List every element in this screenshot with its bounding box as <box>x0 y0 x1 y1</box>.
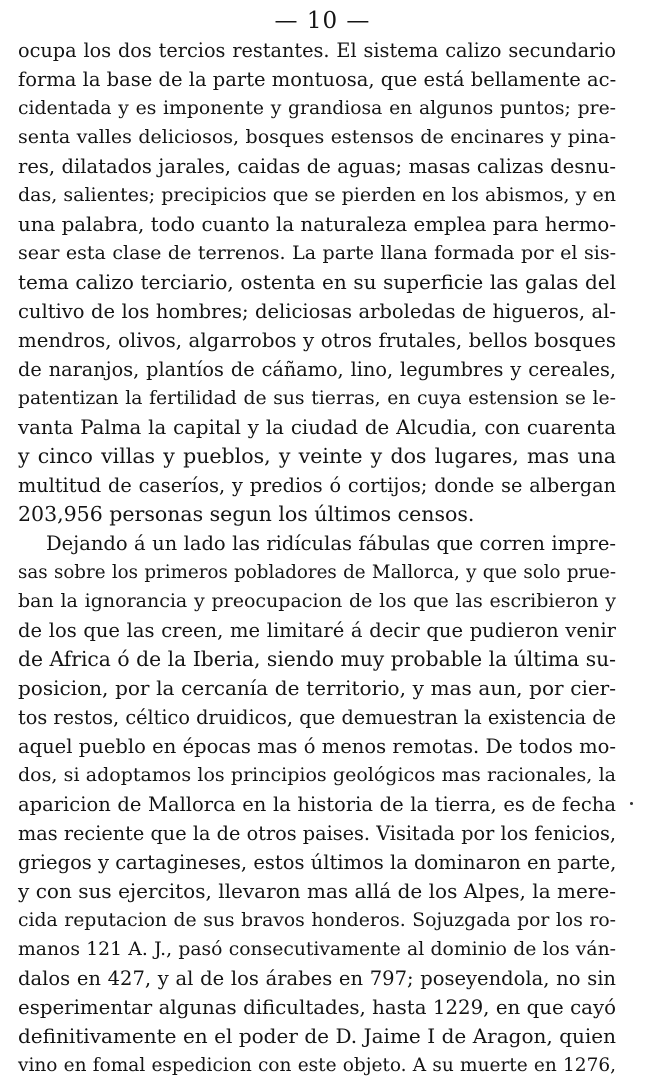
text-line: cida reputacion de sus bravos honderos. Sojuzgada por los ro- <box>18 910 616 931</box>
text-line: sas sobre los primeros pobladores de Mallorca, y que solo prue- <box>18 562 616 583</box>
text-line: esperimentar algunas dificultades, hasta 1229, en que cayó <box>18 996 616 1019</box>
text-line: patentizan la fertilidad de sus tierras, en cuya estension se le- <box>18 388 616 409</box>
text-line: posicion, por la cercanía de territorio, y mas aun, por cier- <box>18 676 616 700</box>
text-line: ban la ignorancia y preocupacion de los que las escribieron y <box>18 590 616 612</box>
text-line: res, dilatados jarales, caidas de aguas; masas calizas desnu- <box>18 155 616 178</box>
text-line: definitivamente en el poder de D. Jaime I de Aragon, quien <box>18 1024 616 1048</box>
paragraph <box>18 36 616 529</box>
text-line: vino en fomal espedicion con este objeto. A su muerte en 1276, <box>18 1055 616 1076</box>
text-line: de Africa ó de la Iberia, siendo muy probable la última su- <box>18 647 616 671</box>
page-number: — 10 — <box>274 8 371 34</box>
text-line: de naranjos, plantíos de cáñamo, lino, legumbres y cereales, <box>18 358 616 381</box>
text-line: sear esta clase de terrenos. La parte llana formada por el sis- <box>18 242 616 264</box>
ink-speck <box>630 802 633 805</box>
text-line: una palabra, todo cuanto la naturaleza emplea para hermo- <box>18 213 616 236</box>
text-line: manos 121 A. J., pasó consecutivamente al dominio de los ván- <box>18 939 616 960</box>
text-line: dalos en 427, y al de los árabes en 797; poseyendola, no sin <box>18 967 616 990</box>
text-line: vanta Palma la capital y la ciudad de Alcudia, con cuarenta <box>18 416 616 439</box>
text-line: mendros, olivos, algarrobos y otros frutales, bellos bosques <box>18 329 616 352</box>
text-line: mas reciente que la de otros paises. Visitada por los fenicios, <box>18 822 616 845</box>
text-line: aquel pueblo en épocas mas ó menos remotas. De todos mo- <box>18 735 616 758</box>
paragraph <box>18 529 616 1080</box>
text-line: Dejando á un lado las ridículas fábulas que corren impre- <box>46 532 616 555</box>
text-line: 203,956 personas segun los últimos censos. <box>18 502 475 526</box>
body-text <box>18 36 616 1080</box>
text-line: forma la base de la parte montuosa, que está bellamente ac- <box>18 68 617 91</box>
text-line: multitud de caseríos, y predios ó cortijos; donde se albergan <box>18 474 616 497</box>
text-line: aparicion de Mallorca en la historia de la tierra, es de fecha <box>18 793 616 816</box>
text-line: ocupa los dos tercios restantes. El sistema calizo secundario <box>18 39 616 62</box>
text-line: cultivo de los hombres; deliciosas arboledas de higueros, al- <box>18 300 616 323</box>
text-line: tos restos, céltico druidicos, que demuestran la existencia de <box>18 706 616 729</box>
text-line: y cinco villas y pueblos, y veinte y dos lugares, mas una <box>18 444 616 468</box>
text-line: y con sus ejercitos, llevaron mas allá de los Alpes, la mere- <box>18 879 616 903</box>
text-line: cidentada y es imponente y grandiosa en algunos puntos; pre- <box>18 98 616 119</box>
text-line: dos, si adoptamos los principios geológicos mas racionales, la <box>18 764 616 786</box>
text-line: senta valles deliciosos, bosques estensos de encinares y pina- <box>18 126 616 148</box>
text-line: de los que las creen, me limitaré á decir que pudieron venir <box>18 619 616 642</box>
text-line: das, salientes; precipicios que se pierden en los abismos, y en <box>18 184 616 206</box>
text-line: tema calizo terciario, ostenta en su superficie las galas del <box>18 270 616 294</box>
text-line: griegos y cartagineses, estos últimos la dominaron en parte, <box>18 851 617 874</box>
